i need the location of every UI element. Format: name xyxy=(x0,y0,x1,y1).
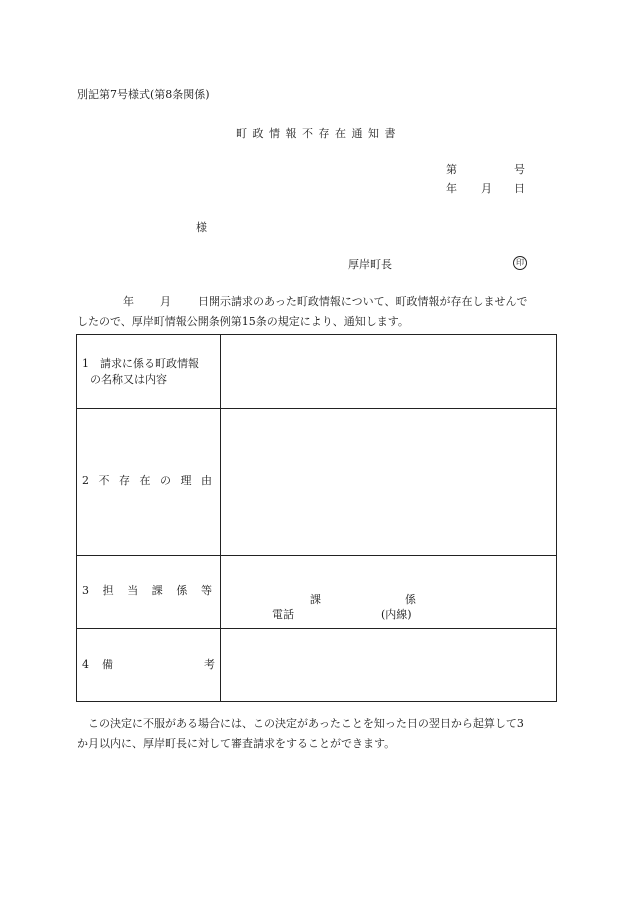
row3-char: 3 xyxy=(82,584,89,597)
row3-ka: 課 xyxy=(310,593,321,606)
row2-char: 存 xyxy=(119,474,130,487)
row3-label xyxy=(82,583,212,599)
row2-char: 2 xyxy=(82,474,89,487)
issuer-name: 厚岸町長 xyxy=(348,258,392,271)
body-year: 年 xyxy=(123,295,134,308)
body-month: 月 xyxy=(160,295,171,308)
row-divider-2 xyxy=(76,555,557,556)
row3-char: 等 xyxy=(200,584,212,597)
table-border-left xyxy=(76,334,77,702)
row3-extension: (内線) xyxy=(381,608,412,621)
row2-char: 由 xyxy=(201,474,212,487)
row-divider-3 xyxy=(76,628,557,629)
addressee-honorific: 様 xyxy=(196,221,207,234)
row2-char: 在 xyxy=(139,474,151,487)
number-go: 号 xyxy=(514,163,525,176)
row3-kakari: 係 xyxy=(405,593,416,606)
row3-char: 課 xyxy=(151,584,163,597)
table-border-right xyxy=(556,334,557,702)
row3-char: 担 xyxy=(102,584,114,597)
row2-char: 理 xyxy=(180,474,192,487)
table-column-divider xyxy=(220,334,221,702)
body-line1: 日開示請求のあった町政情報について、町政情報が存在しませんで xyxy=(198,295,528,308)
notice-table xyxy=(76,334,557,702)
row2-char: 不 xyxy=(98,474,110,487)
form-reference: 別記第7号様式(第8条関係) xyxy=(77,88,210,101)
row4-number: 4 xyxy=(82,658,89,671)
date-year: 年 xyxy=(446,182,457,195)
date-day: 日 xyxy=(514,182,525,195)
seal-mark: 印 xyxy=(513,256,527,270)
row3-char: 係 xyxy=(176,584,188,597)
row3-phone: 電話 xyxy=(272,608,294,621)
table-border-bottom xyxy=(76,701,557,702)
footer-line1: この決定に不服がある場合には、この決定があったことを知った日の翌日から起算して3 xyxy=(88,717,524,730)
row1-label-line2: の名称又は内容 xyxy=(90,373,167,386)
row4-char-bi: 備 xyxy=(102,658,113,671)
row2-label xyxy=(82,473,212,489)
body-line2: したので、厚岸町情報公開条例第15条の規定により、通知します。 xyxy=(77,315,409,328)
row4-char-ko: 考 xyxy=(204,658,215,671)
number-dai: 第 xyxy=(446,163,457,176)
row2-char: の xyxy=(160,474,171,487)
footer-line2: か月以内に、厚岸町長に対して審査請求をすることができます。 xyxy=(77,737,396,750)
row1-label-line1: 1 請求に係る町政情報 xyxy=(82,357,199,370)
row3-char: 当 xyxy=(127,584,139,597)
date-month: 月 xyxy=(481,182,492,195)
document-title: 町 政 情 報 不 存 在 通 知 書 xyxy=(236,127,397,140)
row-divider-1 xyxy=(76,408,557,409)
table-border-top xyxy=(76,334,557,335)
